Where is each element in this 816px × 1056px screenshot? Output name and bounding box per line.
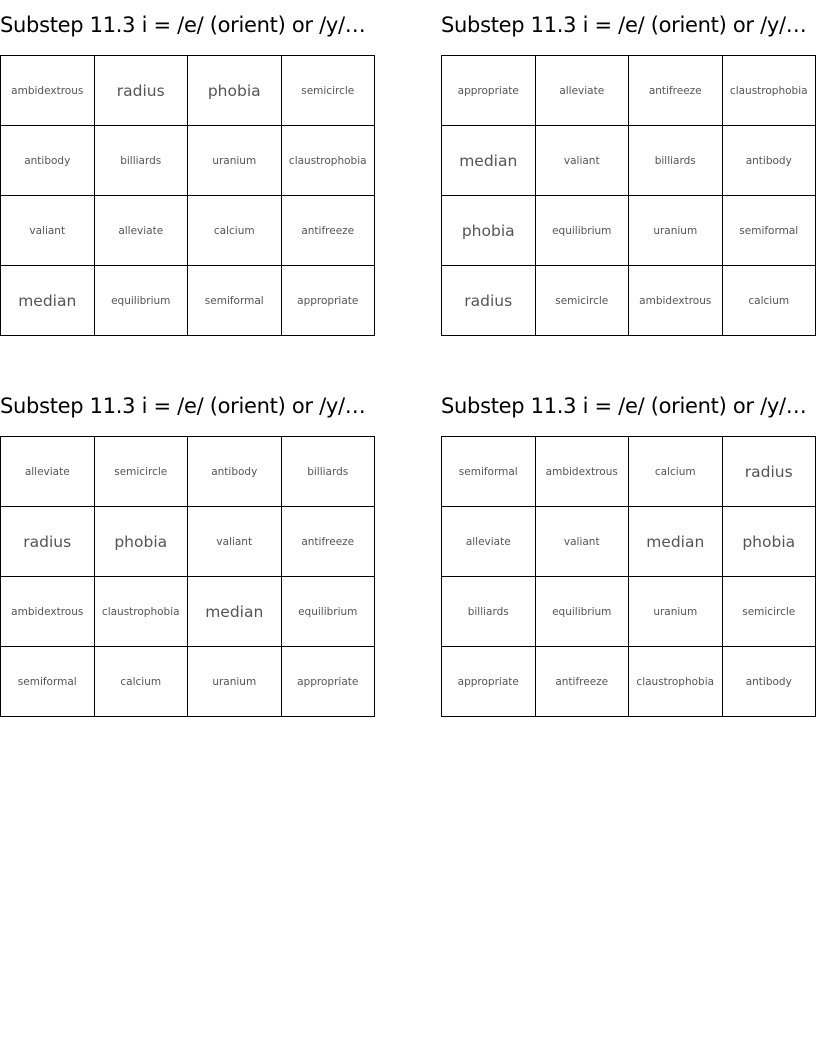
grid-cell: antibody bbox=[722, 126, 816, 196]
grid-cell: uranium bbox=[188, 126, 282, 196]
grid-cell: antibody bbox=[188, 437, 282, 507]
grid-cell: equilibrium bbox=[94, 266, 188, 336]
grid-cell: billiards bbox=[629, 126, 723, 196]
grid-cell: alleviate bbox=[94, 196, 188, 266]
grid-cell: valiant bbox=[1, 196, 95, 266]
grid-row bbox=[442, 56, 816, 126]
grid-cell: median bbox=[629, 507, 723, 577]
grid-cell: radius bbox=[722, 437, 816, 507]
grid-cell: appropriate bbox=[442, 647, 536, 717]
bingo-grid bbox=[0, 436, 375, 717]
grid-cell: claustrophobia bbox=[629, 647, 723, 717]
grid-cell: appropriate bbox=[281, 647, 375, 717]
grid-row bbox=[442, 507, 816, 577]
grid-cell: billiards bbox=[281, 437, 375, 507]
grid-cell: median bbox=[188, 577, 282, 647]
grid-row bbox=[1, 196, 375, 266]
grid-cell: valiant bbox=[535, 507, 629, 577]
bingo-grid bbox=[441, 436, 816, 717]
bingo-grid bbox=[441, 55, 816, 336]
grid-row bbox=[1, 56, 375, 126]
grid-cell: antifreeze bbox=[281, 196, 375, 266]
grid-cell: valiant bbox=[188, 507, 282, 577]
grid-cell: uranium bbox=[629, 196, 723, 266]
grid-cell: phobia bbox=[94, 507, 188, 577]
grid-cell: median bbox=[1, 266, 95, 336]
grid-cell: uranium bbox=[629, 577, 723, 647]
grid-cell: antifreeze bbox=[281, 507, 375, 577]
grid-cell: antibody bbox=[722, 647, 816, 717]
grid-cell: ambidextrous bbox=[1, 577, 95, 647]
grid-cell: semicircle bbox=[94, 437, 188, 507]
grid-cell: appropriate bbox=[281, 266, 375, 336]
grid-cell: equilibrium bbox=[535, 577, 629, 647]
grid-cell: appropriate bbox=[442, 56, 536, 126]
grid-cell: alleviate bbox=[1, 437, 95, 507]
grid-cell: semiformal bbox=[188, 266, 282, 336]
grid-cell: semiformal bbox=[722, 196, 816, 266]
grid-row bbox=[1, 647, 375, 717]
card-title: Substep 11.3 i = /e/ (orient) or /y/… bbox=[0, 394, 366, 418]
grid-cell: median bbox=[442, 126, 536, 196]
grid-cell: alleviate bbox=[442, 507, 536, 577]
grid-cell: semiformal bbox=[1, 647, 95, 717]
grid-cell: antifreeze bbox=[535, 647, 629, 717]
grid-cell: semiformal bbox=[442, 437, 536, 507]
grid-cell: billiards bbox=[442, 577, 536, 647]
grid-row bbox=[1, 577, 375, 647]
grid-cell: equilibrium bbox=[535, 196, 629, 266]
grid-cell: calcium bbox=[94, 647, 188, 717]
grid-row bbox=[1, 437, 375, 507]
grid-row bbox=[1, 126, 375, 196]
grid-cell: uranium bbox=[188, 647, 282, 717]
grid-cell: claustrophobia bbox=[281, 126, 375, 196]
grid-row bbox=[442, 126, 816, 196]
grid-cell: alleviate bbox=[535, 56, 629, 126]
grid-cell: semicircle bbox=[535, 266, 629, 336]
grid-cell: phobia bbox=[722, 507, 816, 577]
bingo-grid bbox=[0, 55, 375, 336]
grid-cell: radius bbox=[442, 266, 536, 336]
grid-cell: radius bbox=[94, 56, 188, 126]
grid-row bbox=[1, 266, 375, 336]
grid-cell: claustrophobia bbox=[722, 56, 816, 126]
grid-cell: antifreeze bbox=[629, 56, 723, 126]
grid-cell: ambidextrous bbox=[535, 437, 629, 507]
bingo-card-2 bbox=[441, 13, 816, 336]
grid-cell: antibody bbox=[1, 126, 95, 196]
grid-cell: phobia bbox=[188, 56, 282, 126]
card-title: Substep 11.3 i = /e/ (orient) or /y/… bbox=[441, 13, 807, 37]
grid-cell: radius bbox=[1, 507, 95, 577]
bingo-card-4 bbox=[441, 394, 816, 717]
grid-cell: ambidextrous bbox=[1, 56, 95, 126]
grid-cell: equilibrium bbox=[281, 577, 375, 647]
grid-cell: calcium bbox=[722, 266, 816, 336]
grid-row bbox=[442, 577, 816, 647]
grid-cell: valiant bbox=[535, 126, 629, 196]
card-title: Substep 11.3 i = /e/ (orient) or /y/… bbox=[441, 394, 807, 418]
grid-row bbox=[442, 647, 816, 717]
bingo-card-3 bbox=[0, 394, 375, 717]
grid-cell: semicircle bbox=[281, 56, 375, 126]
grid-cell: claustrophobia bbox=[94, 577, 188, 647]
grid-cell: calcium bbox=[629, 437, 723, 507]
grid-cell: ambidextrous bbox=[629, 266, 723, 336]
grid-row bbox=[1, 507, 375, 577]
grid-row bbox=[442, 266, 816, 336]
grid-cell: phobia bbox=[442, 196, 536, 266]
card-title: Substep 11.3 i = /e/ (orient) or /y/… bbox=[0, 13, 366, 37]
grid-row bbox=[442, 437, 816, 507]
grid-cell: semicircle bbox=[722, 577, 816, 647]
grid-row bbox=[442, 196, 816, 266]
grid-cell: calcium bbox=[188, 196, 282, 266]
grid-cell: billiards bbox=[94, 126, 188, 196]
bingo-card-1 bbox=[0, 13, 375, 336]
